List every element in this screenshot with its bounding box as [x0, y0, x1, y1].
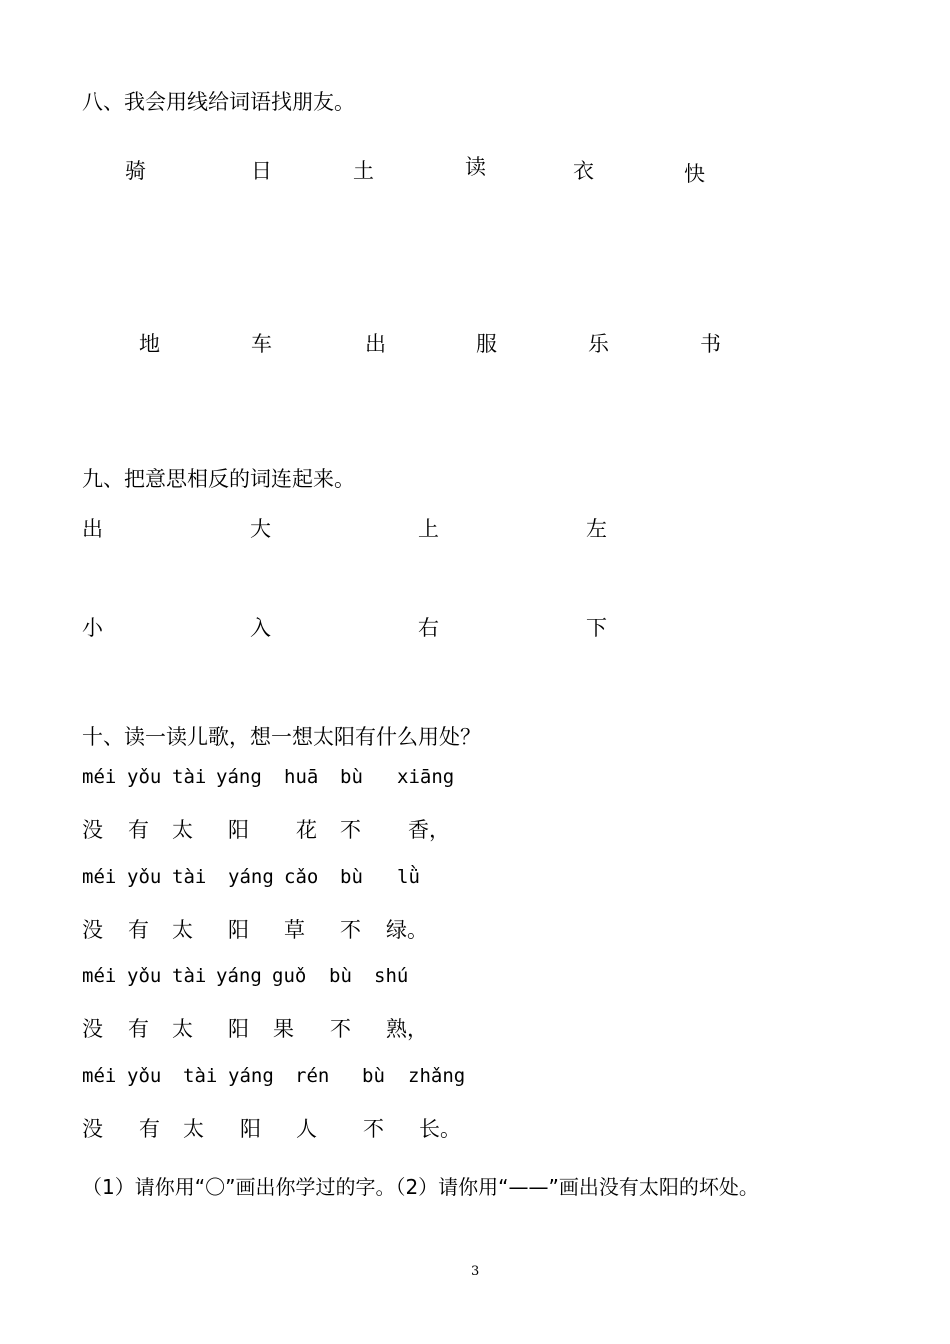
- pinyin: tài: [172, 766, 207, 788]
- poem-char: 阳: [240, 1117, 261, 1141]
- poem-char: 香，: [408, 818, 450, 842]
- pinyin: méi: [82, 866, 117, 888]
- pinyin: yǒu: [127, 1065, 162, 1087]
- poem-char: 没: [82, 918, 103, 942]
- pinyin: méi: [82, 766, 117, 788]
- pinyin: xiāng: [397, 766, 455, 788]
- word-bottom-3: 出: [365, 332, 386, 356]
- opposite-bottom-4: 下: [586, 616, 607, 640]
- page-number: 3: [471, 1264, 480, 1279]
- word-top-5: 衣: [573, 159, 594, 183]
- pinyin: bù: [362, 1065, 385, 1087]
- poem-char: 不: [330, 1017, 351, 1041]
- poem-char: 果: [273, 1017, 294, 1041]
- word-bottom-2: 车: [251, 332, 272, 356]
- pinyin: tài: [172, 965, 207, 987]
- pinyin: méi: [82, 965, 117, 987]
- poem-char: 熟，: [386, 1017, 428, 1041]
- word-top-4: 读: [465, 155, 486, 179]
- poem-char: 阳: [228, 918, 249, 942]
- poem-char: 没: [82, 818, 103, 842]
- pinyin: méi: [82, 1065, 117, 1087]
- pinyin: yáng: [216, 965, 262, 987]
- word-top-2: 日: [251, 159, 272, 183]
- poem-char: 不: [340, 818, 361, 842]
- word-top-1: 骑: [125, 159, 146, 183]
- pinyin: rén: [295, 1065, 330, 1087]
- pinyin: tài: [183, 1065, 218, 1087]
- poem-char: 有: [128, 1017, 149, 1041]
- pinyin: yáng: [216, 766, 262, 788]
- pinyin: cǎo: [284, 866, 319, 888]
- pinyin: tài: [172, 866, 207, 888]
- poem-char: 人: [296, 1117, 317, 1141]
- poem-char: 太: [172, 1017, 193, 1041]
- word-bottom-6: 书: [700, 332, 721, 356]
- poem-char: 有: [128, 918, 149, 942]
- pinyin: yáng: [228, 866, 274, 888]
- poem-char: 不: [363, 1117, 384, 1141]
- pinyin: yǒu: [127, 866, 162, 888]
- word-top-6: 快: [684, 162, 705, 186]
- poem-char: 阳: [228, 818, 249, 842]
- pinyin: huā: [284, 766, 319, 788]
- opposite-top-4: 左: [586, 517, 607, 541]
- poem-char: 不: [340, 918, 361, 942]
- opposite-bottom-2: 入: [250, 616, 271, 640]
- pinyin: yǒu: [127, 766, 162, 788]
- pinyin: bù: [340, 766, 363, 788]
- word-bottom-5: 乐: [588, 332, 609, 356]
- word-top-3: 土: [353, 159, 374, 183]
- word-bottom-1: 地: [139, 332, 160, 356]
- instructions: （1）请你用“〇”画出你学过的字。（2）请你用“——”画出没有太阳的坏处。: [82, 1175, 759, 1199]
- opposite-bottom-1: 小: [82, 616, 103, 640]
- poem-char: 太: [183, 1117, 204, 1141]
- pinyin: yǒu: [127, 965, 162, 987]
- pinyin: shú: [374, 965, 409, 987]
- opposite-top-2: 大: [250, 517, 271, 541]
- pinyin: guǒ: [272, 965, 307, 987]
- opposite-bottom-3: 右: [418, 616, 439, 640]
- pinyin: bù: [340, 866, 363, 888]
- pinyin: zhǎng: [408, 1065, 466, 1087]
- opposite-top-1: 出: [82, 517, 103, 541]
- poem-char: 太: [172, 918, 193, 942]
- poem-char: 太: [172, 818, 193, 842]
- section-9-title: 九、把意思相反的词连起来。: [82, 467, 355, 491]
- poem-char: 没: [82, 1117, 103, 1141]
- poem-char: 长。: [419, 1117, 461, 1141]
- poem-char: 有: [139, 1117, 160, 1141]
- poem-char: 有: [128, 818, 149, 842]
- pinyin: bù: [329, 965, 352, 987]
- poem-char: 没: [82, 1017, 103, 1041]
- poem-char: 花: [296, 818, 317, 842]
- word-bottom-4: 服: [476, 332, 497, 356]
- section-10-title: 十、读一读儿歌，想一想太阳有什么用处？: [82, 725, 481, 749]
- poem-char: 草: [284, 918, 305, 942]
- poem-char: 阳: [228, 1017, 249, 1041]
- poem-char: 绿。: [386, 918, 428, 942]
- pinyin: yáng: [228, 1065, 274, 1087]
- opposite-top-3: 上: [418, 517, 439, 541]
- pinyin: lǜ: [397, 866, 420, 888]
- section-8-title: 八、我会用线给词语找朋友。: [82, 90, 355, 114]
